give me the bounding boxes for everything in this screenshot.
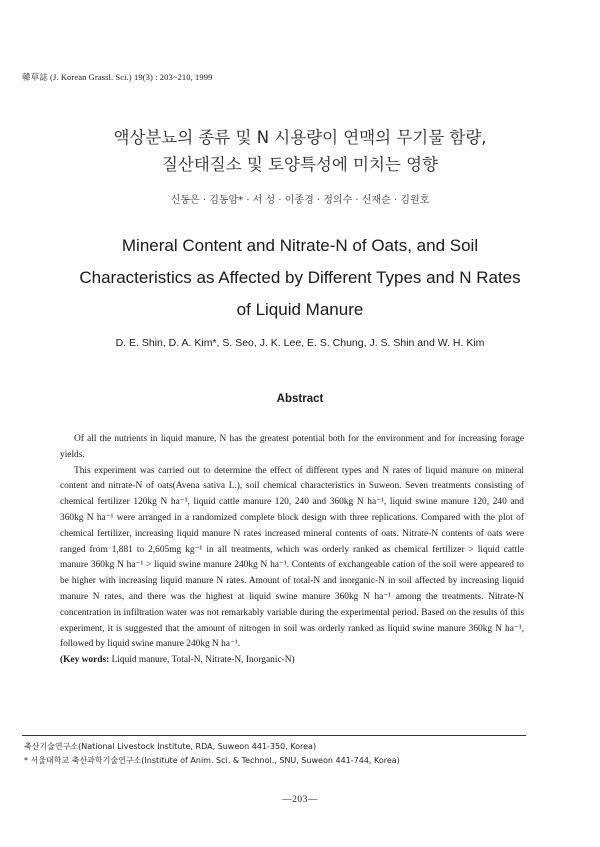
english-title-line-1: Mineral Content and Nitrate-N of Oats, and Soil	[121, 236, 479, 255]
journal-header: 韓草誌 (J. Korean Grassl. Sci.) 19(3) : 203~210, 1999	[22, 72, 213, 82]
footnote-divider	[22, 735, 526, 736]
abstract-paragraph-1: Of all the nutrients in liquid manure, N has the greatest potential both for the environment and for increasing forage yields.	[60, 434, 524, 460]
korean-title-line-1: 액상분뇨의 종류 및 N 시용량이 연맥의 무기물 함량,	[113, 128, 487, 147]
english-title-line-2: Characteristics as Affected by Different Types and N Rates	[79, 268, 521, 287]
abstract-paragraph-2: This experiment was carried out to determine the effect of different types and N rates of liquid manure on mineral content and nitrate-N of oats(Avena sativa L.), soil chemical characteristics in Suweon. Seven treatments consisting of chemical fertilizer 120kg N ha⁻¹, liquid cattle manure 120, 240 and 360kg N ha⁻¹, liquid swine manure 120, 240 and 360kg N ha⁻¹ were arranged in a randomized complete block design with three replications. Compared with the plot of chemical fertilizer, increasing liquid manure N rates increased mineral contents of oats. Nitrate-N contents of oats were ranged from 1,881 to 2,605mg kg⁻¹ in all treatments, which was orderly ranked as chemical fertilizer > liquid cattle manure 360kg N ha⁻¹ > liquid swine manure 240kg N ha⁻¹. Contents of exchangeable cation of the soil were appeared to be higher with increasing liquid manure N rates. Amount of total-N and inorganic-N in soil affected by increasing liquid manure N rates, and there was the highest at liquid swine manure 360kg N ha⁻¹ among the treatments. Nitrate-N concentration in infiltration water was not remarkably variable during the experimental period. Based on the results of this experiment, it is suggested that the amount of nitrogen in soil was orderly ranked as liquid swine manure 360kg N ha⁻¹, followed by liquid swine manure 240kg N ha⁻¹.	[60, 465, 524, 650]
footnotes	[24, 740, 400, 768]
abstract-body	[60, 432, 524, 669]
abstract-heading: Abstract	[276, 393, 324, 405]
keywords-list: Liquid manure, Total-N, Nitrate-N, Inorganic-N)	[111, 655, 295, 666]
page-number: —203—	[282, 795, 318, 805]
footnote-2: * 서울대학교 축산과학기술연구소(Institute of Anim. Sci. & Technol., SNU, Suweon 441-744, Korea)	[24, 756, 400, 765]
english-authors: D. E. Shin, D. A. Kim*, S. Seo, J. K. Lee, E. S. Chung, J. S. Shin and W. H. Kim	[115, 337, 485, 349]
english-title-line-3: of Liquid Manure	[236, 300, 364, 319]
footnote-1: 축산기술연구소(National Livestock Institute, RDA, Suweon 441-350, Korea)	[24, 742, 317, 751]
keywords-label: (Key words:	[60, 655, 110, 666]
korean-title-line-2: 질산태질소 및 토양특성에 미치는 영향	[161, 155, 438, 174]
korean-authors: 신동은 · 김동암* · 서 성 · 이종경 · 정의수 · 신재순 · 김원호	[170, 195, 430, 206]
keywords	[60, 653, 524, 669]
